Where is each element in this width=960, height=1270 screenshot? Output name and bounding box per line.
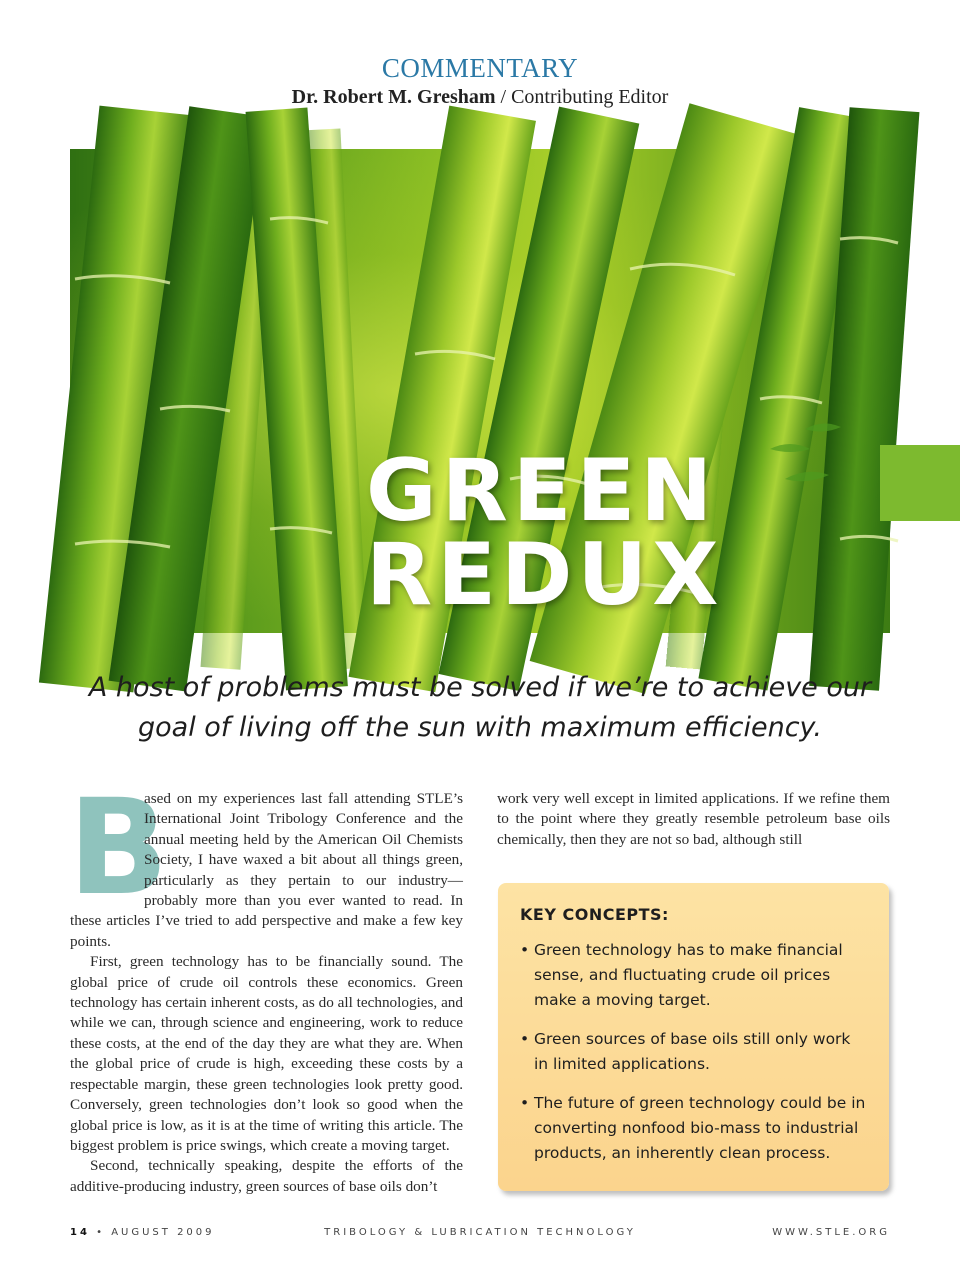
article-header xyxy=(0,52,960,110)
section-title: COMMENTARY xyxy=(381,53,579,83)
page-footer xyxy=(70,1227,890,1243)
page-number: 14 xyxy=(70,1227,90,1238)
hero-title-line-2: REDUX xyxy=(366,525,724,625)
issue-date: AUGUST 2009 xyxy=(111,1227,215,1238)
publication-name: TRIBOLOGY & LUBRICATION TECHNOLOGY xyxy=(324,1227,636,1238)
key-concept-item: • Green technology has to make financial sense, and fluctuating crude oil prices make a moving target. xyxy=(520,938,869,1013)
author-name: Dr. Robert M. Gresham xyxy=(291,86,496,108)
key-concepts-list xyxy=(520,938,869,1166)
footer-bullet: • xyxy=(96,1227,106,1238)
hero-title xyxy=(366,441,786,625)
byline-separator: / xyxy=(495,86,512,108)
key-concept-item: • The future of green technology could be in converting nonfood bio-mass to industrial products, an inherently clean process. xyxy=(520,1091,869,1166)
accent-tab xyxy=(880,445,960,521)
hero-image xyxy=(70,149,890,633)
key-concepts-box xyxy=(498,883,889,1191)
key-concepts-title: KEY CONCEPTS: xyxy=(520,905,669,924)
paragraph-3: Second, technically speaking, despite the efforts of the additive-producing industry, green sources of base oils don’t xyxy=(70,1157,463,1195)
website-link[interactable]: WWW.STLE.ORG xyxy=(772,1227,890,1238)
drop-cap xyxy=(68,771,169,925)
key-concept-item: • Green sources of base oils still only work in limited applications. xyxy=(520,1027,869,1077)
paragraph-2: First, green technology has to be financially sound. The global price of crude oil controls these economics. Green technology has certain inherent costs, as do all technologies, and while we can, through science and engineering, work to reduce these costs, at the end of the day they are what they are. When the global price of crude is high, exceeding these costs by a respectable margin, these green technologies look pretty good. Conversely, green technologies don’t look so good when the global price is low, as it is at the time of writing this article. The biggest problem is price swings, which create a moving target. xyxy=(70,953,463,1154)
article-deck xyxy=(70,668,890,748)
hero-title-line-1: GREEN xyxy=(366,441,718,541)
deck-line-1: A host of problems must be solved if we’re to achieve our xyxy=(88,672,872,703)
deck-line-2: goal of living off the sun with maximum efficiency. xyxy=(137,712,823,743)
paragraph-4: work very well except in limited applications. If we refine them to the point where they greatly resemble petroleum base oils chemically, then they are not so bad, although still xyxy=(497,790,890,848)
byline xyxy=(0,84,960,110)
drop-cap-letter: B xyxy=(68,771,169,925)
article-column-right xyxy=(497,789,890,850)
paragraph-1: ased on my experiences last fall attending STLE’s International Joint Tribology Conference and the annual meeting held by the American Oil Chemists Society, I have waxed a bit about all things green, particularly as they pertain to our industry—probably more than you ever wanted to read. In these articles I’ve tried to add perspective and make a few key points. xyxy=(70,790,463,950)
author-role: Contributing Editor xyxy=(511,86,669,108)
article-column-left xyxy=(68,771,463,1201)
